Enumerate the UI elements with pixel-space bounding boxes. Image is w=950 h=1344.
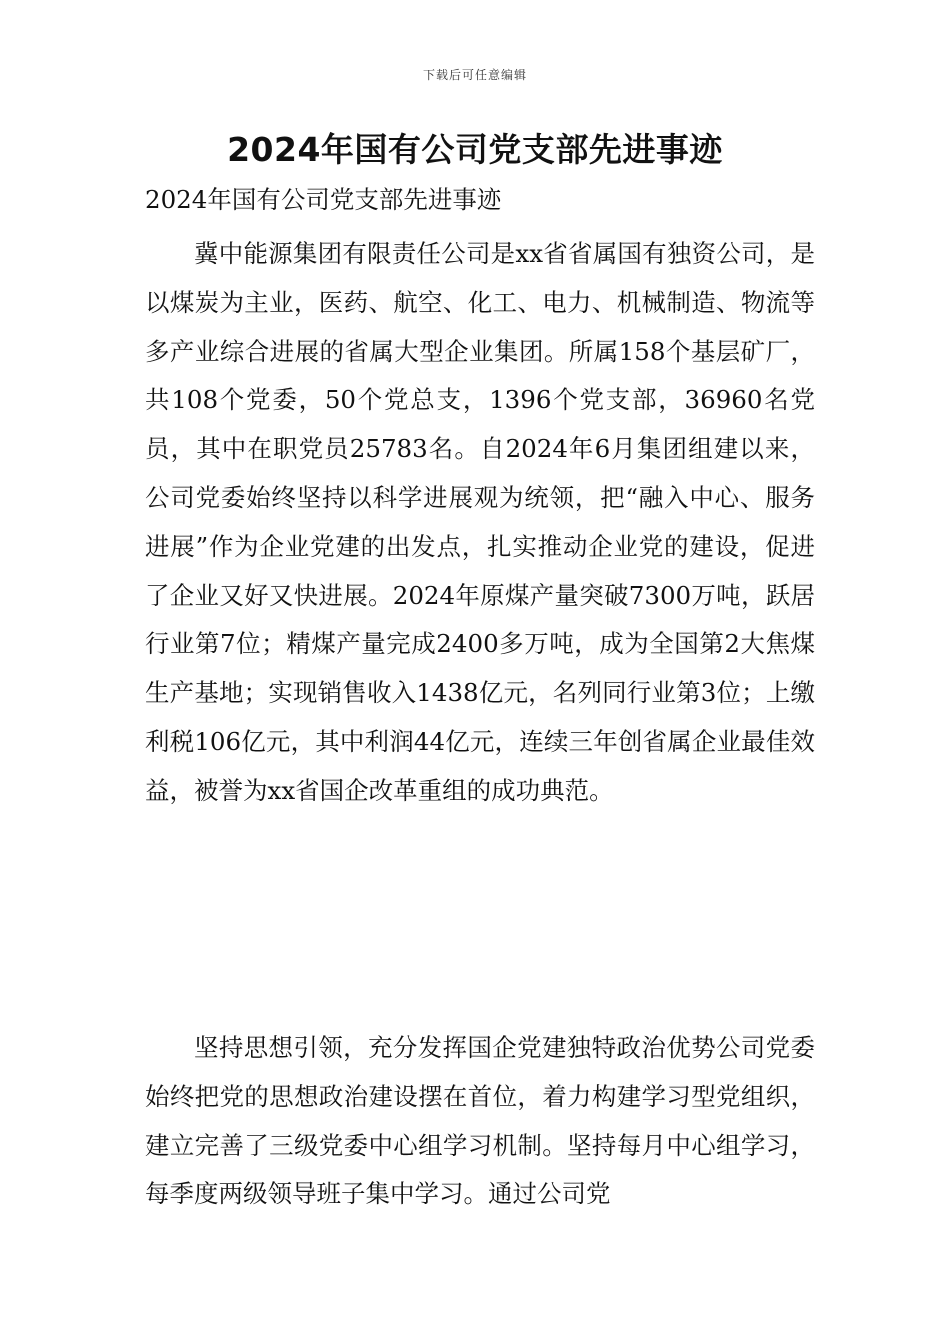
- paragraph-intro: 冀中能源集团有限责任公司是xx省省属国有独资公司，是以煤炭为主业，医药、航空、化工、电力、机械制造、物流等多产业综合进展的省属大型企业集团。所属158个基层矿厂，共108个党委，50个党总支，1396个党支部，36960名党员，其中在职党员25783名。自2024年6月集团组建以来，公司党委始终坚持以科学进展观为统领，把“融入中心、服务进展”作为企业党建的出发点，扎实推动企业党的建设，促进了企业又好又快进展。2024年原煤产量突破7300万吨，跃居行业第7位；精煤产量完成2400多万吨，成为全国第2大焦煤生产基地；实现销售收入1438亿元，名列同行业第3位；上缴利税106亿元，其中利润44亿元，连续三年创省属企业最佳效益，被誉为xx省国企改革重组的成功典范。: [145, 239, 815, 805]
- paragraph-thought-leadership: 坚持思想引领，充分发挥国企党建独特政治优势公司党委始终把党的思想政治建设摆在首位，着力构建学习型党组织，建立完善了三级党委中心组学习机制。坚持每月中心组学习，每季度两级领导班子集中学习。通过公司党: [145, 1033, 815, 1209]
- document-subtitle: 2024年国有公司党支部先进事迹: [145, 185, 502, 214]
- document-title: 2024年国有公司党支部先进事迹: [227, 130, 723, 169]
- header-note: 下载后可任意编辑: [422, 68, 527, 82]
